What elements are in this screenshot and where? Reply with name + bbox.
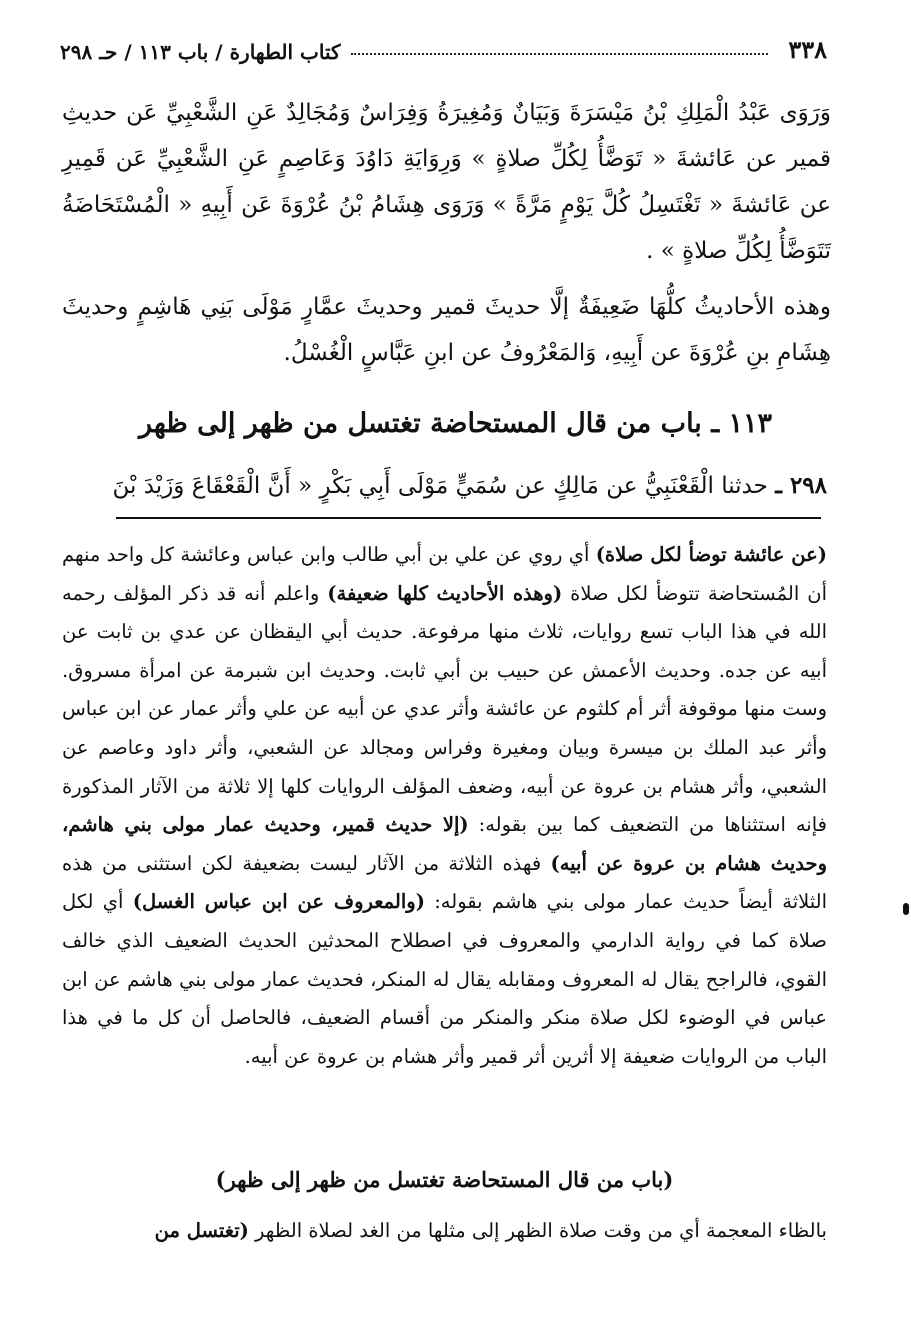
main-paragraph-2: وهذه الأحاديثُ كلُّهَا ضَعِيفَةٌ إلَّا حديثَ قمير وحديثَ عمَّارٍ مَوْلَى بَنِي هَاشِمٍ وحديثَ هِشَامِ بنِ عُرْوَةَ عن أَبِيهِ، وَالمَعْرُوفُ عن ابنِ عَبَّاسٍ الْغُسْلُ. — [62, 294, 831, 366]
hadith-number: ٢٩٨ ـ — [775, 472, 827, 499]
page-number: ٣٣٨ — [788, 35, 827, 64]
commentary-bold-quote: (وهذه الأحاديث كلها ضعيفة) — [327, 581, 563, 605]
commentary-bold-quote: (إلا حديث قمير، وحديث عمار مولى بني هاشم، وحديث هشام بن عروة عن أبيه) — [62, 813, 827, 875]
commentary-chapter-heading: (باب من قال المستحاضة تغتسل من ظهر إلى ظهر) — [215, 1167, 674, 1192]
commentary-text: واعلم أنه قد ذكر المؤلف رحمه الله في هذا الباب تسع روايات، ثلاث منها مرفوعة. حديث أبي اليقظان عن عدي بن ثابت عن أبيه عن جده. وحديث الأعمش عن حبيب بن أبي ثابت. وحديث ابن شبرمة عن امرأة مسروق. وست منها موقوفة أثر أم كلثوم عن عائشة وأثر عدي عن أبيه عن علي وأثر عمار عن ابن عباس وأثر عبد الملك بن ميسرة وبيان ومغيرة وفراس ومجالد عن الشعبي، وأثر داود وعاصم عن الشعبي، وأثر هشام بن عروة عن أبيه، وضعف المؤلف الروايات كلها إلا ثلاثة من الآثار المذكورة فإنه استثناها من التضعيف كما بين بقوله: — [62, 581, 827, 837]
commentary-text: أي روي عن علي بن أبي طالب وابن عباس وعائشة كل واحد منهم أن المُستحاضة تتوضأ لكل صلاة — [62, 543, 827, 605]
commentary — [62, 536, 827, 1076]
commentary-bold-quote: (والمعروف عن ابن عباس الغسل) — [132, 890, 425, 914]
main-text — [62, 90, 831, 376]
footnote-divider — [116, 517, 821, 519]
commentary-bold-quote: (عن عائشة توضأ لكل صلاة) — [595, 543, 827, 566]
running-header — [60, 30, 827, 64]
commentary-last-line — [62, 1212, 827, 1250]
commentary-paragraph — [62, 536, 827, 1076]
header-dot-leader — [351, 53, 769, 55]
main-paragraph-1: وَرَوَى عَبْدُ الْمَلِكِ بْنُ مَيْسَرَةَ وَبَيَانٌ وَمُغِيرَةُ وَفِرَاسٌ وَمُجَالِدٌ عَنِ الشَّعْبِيِّ عَن حديثِ قمير عن عَائشةَ « تَوَضَّأُ لِكُلِّ صلاةٍ » وَرِوَايَةِ دَاوُدَ وَعَاصِمٍ عَنِ الشَّعْبِيِّ عَن قَمِيرِ عن عَائشةَ « تَغْتَسِلُ كُلَّ يَوْمٍ مَرَّةً » وَرَوَى هِشَامُ بْنُ عُرْوَةَ عَن أَبِيهِ « الْمُسْتَحَاضَةُ تَتَوَضَّأُ لِكُلِّ صلاةٍ » . — [62, 100, 831, 264]
commentary-text: أي لكل صلاة كما في رواية الدارمي والمعروف في اصطلاح المحدثين الحديث الضعيف الذي خالف القوي، فالراجح يقال له المعروف ومقابله يقال له المنكر، فحديث عمار مولى بني هاشم عن ابن عباس في الوضوء لكل صلاة منكر والمنكر من أقسام الضعيف، فالحاصل أن كل ما في هذا الباب من الروايات ضعيفة إلا أثرين أثر قمير وأثر هشام بن عروة عن أبيه. — [62, 890, 827, 1068]
hadith-text: حدثنا الْقَعْنَبِيُّ عن مَالِكٍ عن سُمَيٍّ مَوْلَى أَبِي بَكْرٍ « أَنَّ الْقَعْقَاعَ وَزَيْدَ بْنَ — [112, 473, 768, 499]
commentary-text: بالظاء المعجمة أي من وقت صلاة الظهر إلى مثلها من الغد لصلاة الظهر — [248, 1219, 827, 1242]
chapter-reference: كتاب الطهارة / باب ١١٣ / حـ ٢٩٨ — [60, 40, 341, 64]
chapter-heading: ١١٣ ـ باب من قال المستحاضة تغتسل من ظهر إلى ظهر — [138, 408, 773, 439]
scan-edge-mark — [903, 903, 909, 915]
commentary-bold-quote: (تغتسل من — [154, 1219, 249, 1242]
commentary-text: فهذه الثلاثة من الآثار ليست بضعيفة لكن استثنى من هذه الثلاثة أيضاً حديث عمار مولى بني هاشم بقوله: — [62, 851, 827, 914]
hadith-opening — [62, 466, 827, 506]
